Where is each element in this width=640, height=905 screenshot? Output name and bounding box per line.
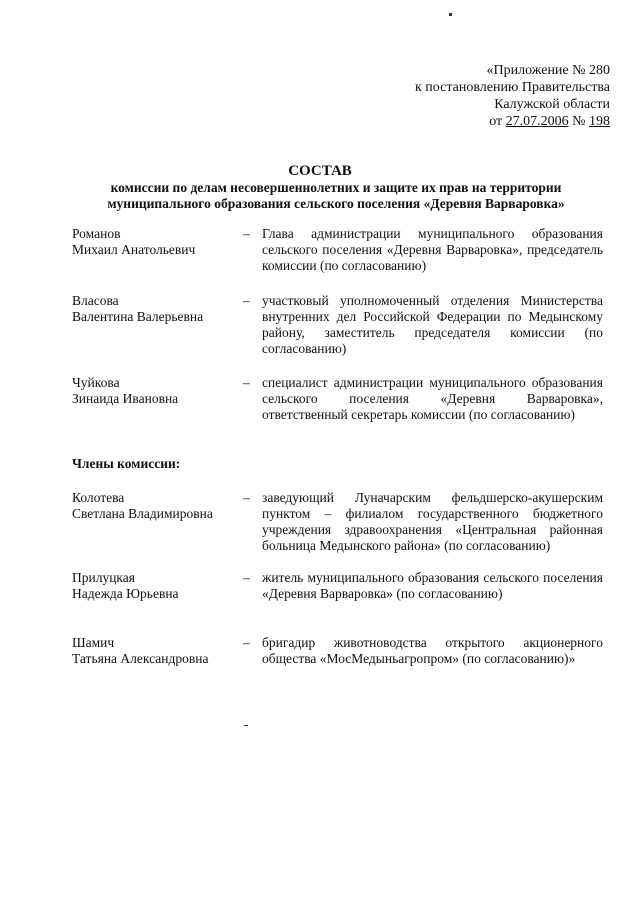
appendix-line: «Приложение № 280 bbox=[486, 63, 610, 78]
date-prefix: от bbox=[489, 114, 506, 129]
dash: – bbox=[243, 226, 250, 241]
surname: Прилуцкая bbox=[72, 570, 135, 585]
person-role: житель муниципального образования сельского поселения «Деревня Варваровка» (по согласованию) bbox=[262, 570, 603, 601]
decree-date: 27.07.2006 bbox=[505, 114, 569, 129]
dash: – bbox=[243, 570, 250, 585]
document-title: СОСТАВ bbox=[288, 163, 352, 179]
dash: – bbox=[243, 635, 250, 650]
person-role: заведующий Луначарским фельдшерско-акушерским пунктом – филиалом государственного бюджетного учреждения здравоохранения «Центральная районная больница Медынского района» (по согласованию) bbox=[262, 490, 603, 553]
person-role: специалист администрации муниципального образования сельского поселения «Деревня Варваровка», ответственный секретарь комиссии (по согласованию) bbox=[262, 375, 603, 422]
dash: – bbox=[243, 293, 250, 308]
given-names: Светлана Владимировна bbox=[72, 506, 213, 521]
dash: – bbox=[243, 375, 250, 390]
surname: Шамич bbox=[72, 635, 115, 650]
given-names: Татьяна Александровна bbox=[72, 651, 209, 666]
appendix-line: Калужской области bbox=[494, 97, 610, 112]
given-names: Валентина Валерьевна bbox=[72, 309, 204, 324]
person-name bbox=[72, 375, 242, 407]
surname: Чуйкова bbox=[72, 375, 120, 390]
person-name bbox=[72, 490, 242, 522]
person-name bbox=[72, 226, 242, 258]
document-subtitle: комиссии по делам несовершеннолетних и защите их прав на территории муниципального образования сельского поселения «Деревня Варваровка» bbox=[107, 180, 565, 211]
given-names: Михаил Анатольевич bbox=[72, 242, 196, 257]
scan-speck bbox=[244, 725, 248, 726]
given-names: Зинаида Ивановна bbox=[72, 391, 179, 406]
scan-speck bbox=[449, 13, 452, 16]
dash: – bbox=[243, 490, 250, 505]
person-role: участковый уполномоченный отделения Министерства внутренних дел Российской Федерации по Медынскому району, заместитель председателя комиссии (по согласованию) bbox=[262, 293, 603, 356]
surname: Власова bbox=[72, 293, 119, 308]
appendix-date-line bbox=[415, 113, 610, 130]
person-role: бригадир животноводства открытого акционерного общества «МосМедыньагропром» (по согласованию)» bbox=[262, 635, 603, 666]
number-prefix: № bbox=[568, 114, 589, 129]
appendix-line: к постановлению Правительства bbox=[414, 80, 610, 95]
members-heading: Члены комиссии: bbox=[72, 456, 181, 471]
person-name bbox=[72, 635, 242, 667]
decree-number: 198 bbox=[589, 114, 610, 129]
person-name bbox=[72, 293, 242, 325]
person-name bbox=[72, 570, 242, 602]
surname: Романов bbox=[72, 226, 121, 241]
appendix-block bbox=[415, 62, 610, 130]
person-role: Глава администрации муниципального образования сельского поселения «Деревня Варваровка», председатель комиссии (по согласованию) bbox=[262, 226, 603, 273]
given-names: Надежда Юрьевна bbox=[72, 586, 179, 601]
surname: Колотева bbox=[72, 490, 125, 505]
